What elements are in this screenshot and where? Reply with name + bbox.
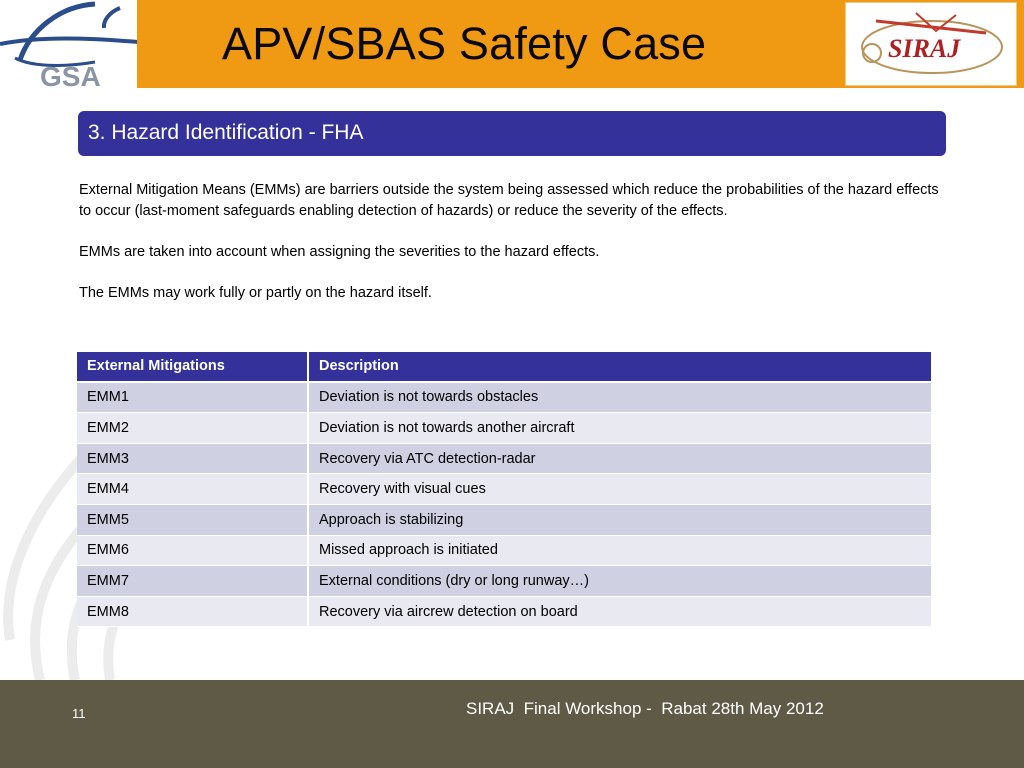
emm-id-cell: EMM8: [77, 597, 309, 628]
emm-id-cell: EMM1: [77, 383, 309, 414]
body-text: [79, 180, 949, 324]
emm-table: [77, 352, 931, 627]
page-number: 11: [72, 706, 86, 721]
description-cell: External conditions (dry or long runway…): [309, 566, 931, 597]
gsa-logo: [0, 0, 140, 90]
emm-id-cell: EMM2: [77, 413, 309, 444]
description-cell: Missed approach is initiated: [309, 536, 931, 567]
section-banner: [78, 111, 946, 156]
description-cell: Recovery via aircrew detection on board: [309, 597, 931, 628]
section-heading: 3. Hazard Identification - FHA: [88, 121, 364, 144]
description-cell: Approach is stabilizing: [309, 505, 931, 536]
column-header-external-mitigations: External Mitigations: [77, 352, 309, 383]
table-row: [77, 444, 931, 475]
paragraph: EMMs are taken into account when assigning the severities to the hazard effects.: [79, 243, 600, 260]
table-row: [77, 474, 931, 505]
emm-id-cell: EMM4: [77, 474, 309, 505]
footer-text: SIRAJ Final Workshop - Rabat 28th May 2012: [466, 699, 824, 718]
paragraph: External Mitigation Means (EMMs) are barriers outside the system being assessed which reduce the probabilities of the hazard effects to occur (last-moment safeguards enabling detection of hazards) or reduce the severity of the effects.: [79, 182, 939, 219]
description-cell: Deviation is not towards obstacles: [309, 383, 931, 414]
emm-id-cell: EMM3: [77, 444, 309, 475]
table-row: [77, 413, 931, 444]
siraj-logo: [845, 2, 1017, 86]
column-header-description: Description: [309, 352, 931, 383]
table-row: [77, 566, 931, 597]
emm-id-cell: EMM7: [77, 566, 309, 597]
table-row: [77, 536, 931, 567]
emm-id-cell: EMM5: [77, 505, 309, 536]
table-row: [77, 505, 931, 536]
table-row: [77, 597, 931, 628]
paragraph: The EMMs may work fully or partly on the hazard itself.: [79, 284, 432, 301]
description-cell: Deviation is not towards another aircraft: [309, 413, 931, 444]
svg-text:SIRAJ: SIRAJ: [888, 34, 961, 63]
slide-header: [0, 0, 1024, 90]
emm-id-cell: EMM6: [77, 536, 309, 567]
table-header-row: [77, 352, 931, 383]
slide-footer: [0, 680, 1024, 768]
description-cell: Recovery via ATC detection-radar: [309, 444, 931, 475]
description-cell: Recovery with visual cues: [309, 474, 931, 505]
table-row: [77, 383, 931, 414]
slide-title: APV/SBAS Safety Case: [222, 18, 707, 69]
svg-text:GSA: GSA: [40, 61, 101, 90]
